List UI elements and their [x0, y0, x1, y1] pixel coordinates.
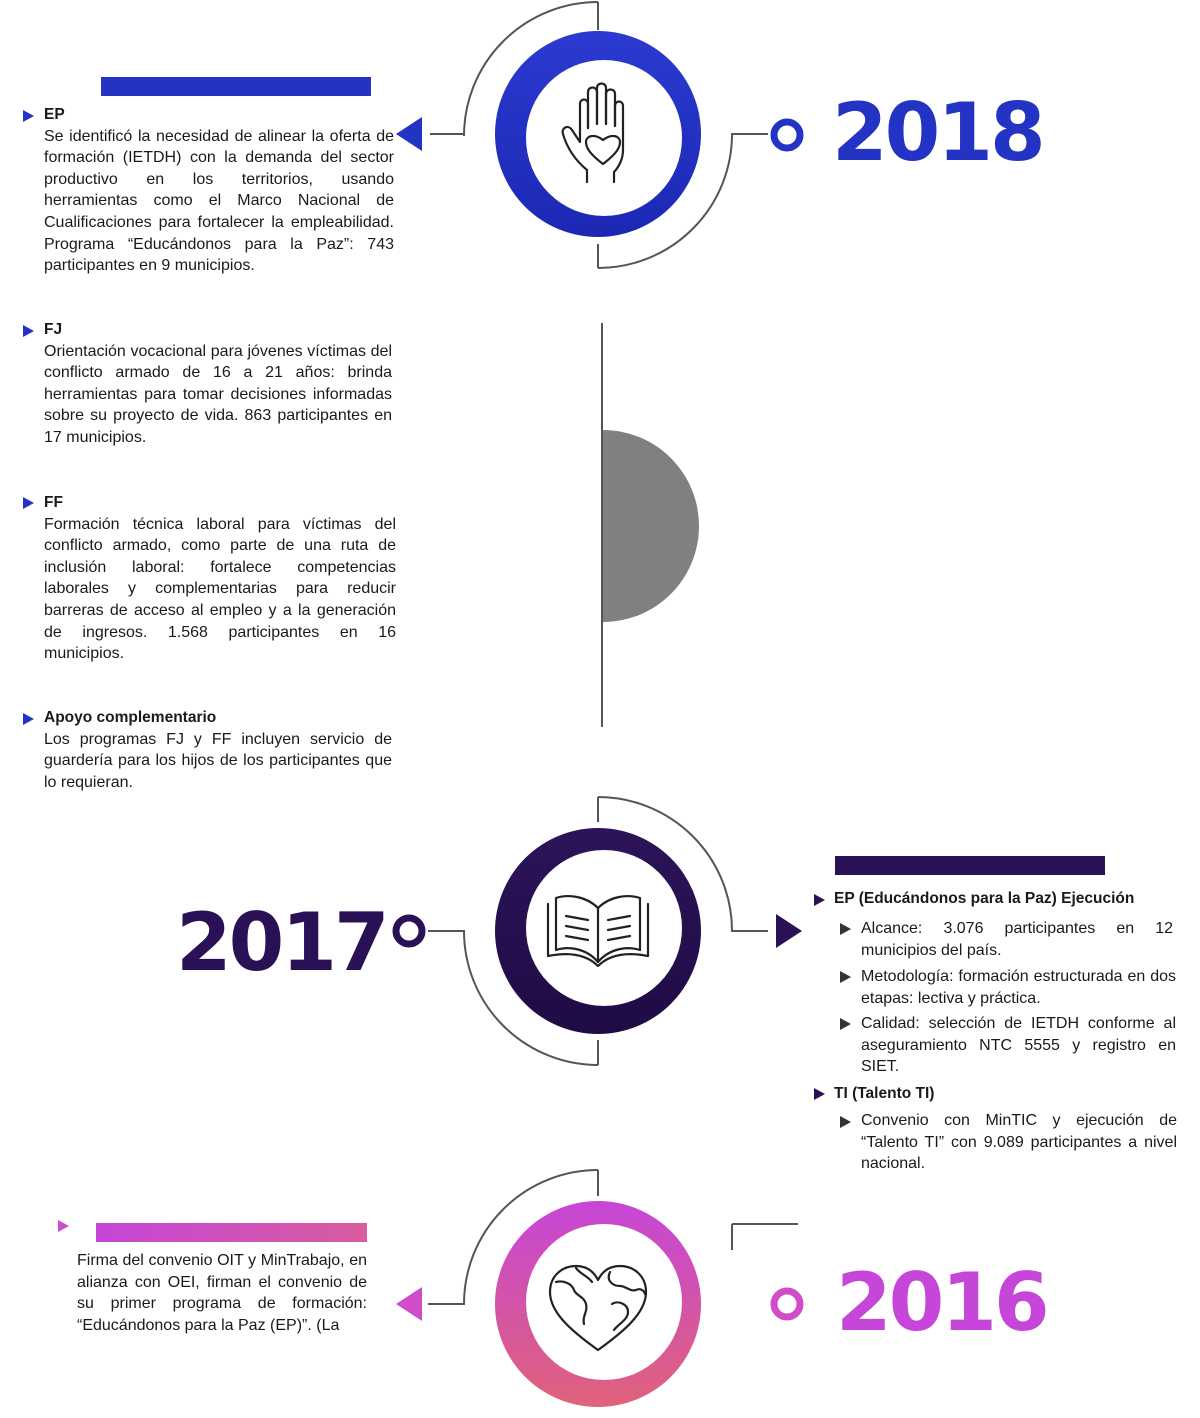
node-2016 [396, 1170, 800, 1407]
sub-item-calidad: Calidad: selección de IETDH conforme al aseguramiento NTC 5555 y registro en SIET. [861, 1015, 1176, 1076]
bullet-marker [814, 1088, 825, 1100]
item-heading: FF [44, 494, 63, 511]
bullet-marker [23, 110, 34, 122]
bullet-marker [23, 713, 34, 725]
item-ep-2018 [44, 104, 394, 277]
text-2016: Firma del convenio OIT y MinTrabajo, en alianza con OEI, firman el convenio de su primer programa de formación: “Educándonos para la Paz (EP)”. (La [77, 1252, 367, 1334]
sub-item-alcance: Alcance: 3.076 participantes en 12 municipios del país. [861, 920, 1173, 959]
bar-2017 [835, 856, 1105, 875]
sub-item-talento: Convenio con MinTIC y ejecución de “Talento TI” con 9.089 participantes a nivel nacional. [861, 1112, 1177, 1173]
year-2016: 2016 [836, 1256, 1047, 1349]
sub-bullet-marker [840, 923, 851, 935]
item-text: Los programas FJ y FF incluyen servicio de guardería para los hijos de los participantes que lo requieran. [44, 730, 392, 791]
half-circle [603, 430, 699, 622]
item-heading: FJ [44, 321, 63, 338]
year-2018: 2018 [832, 86, 1043, 179]
bullet-marker [58, 1220, 69, 1232]
bar-2018 [101, 77, 371, 96]
sub-bullet-marker [840, 1116, 851, 1128]
item-text: Orientación vocacional para jóvenes víctimas del conflicto armado de 16 a 21 años: brinda herramientas para tomar decisiones informadas sobre su proyecto de vida. 863 participantes en 17 municipios. [44, 342, 392, 446]
item-heading: Apoyo complementario [44, 709, 217, 726]
sub-item-metodologia: Metodología: formación estructurada en dos etapas: lectiva y práctica. [861, 968, 1176, 1007]
item-text: Se identificó la necesidad de alinear la oferta de formación (IETDH) con la demanda del sector productivo en los territorios, usando herramientas como el Marco Nacional de Cualificaciones para fortalecer la empleabilidad. Programa “Educándonos para la Paz”: 743 participantes en 9 municipios. [44, 127, 394, 275]
group-heading-ti: TI (Talento TI) [834, 1085, 935, 1102]
sub-bullet-marker [840, 971, 851, 983]
item-fj-2018 [44, 319, 392, 449]
sub-bullet-marker [840, 1018, 851, 1030]
bullet-marker [23, 497, 34, 509]
item-ff-2018 [44, 492, 396, 665]
item-apoyo-2018 [44, 707, 392, 793]
item-heading: EP [44, 106, 65, 123]
group-heading-ep: EP (Educándonos para la Paz) Ejecución [834, 890, 1135, 907]
node-2018 [396, 2, 800, 268]
year-2017: 2017 [176, 896, 387, 989]
bar-2016 [96, 1223, 367, 1242]
item-text: Formación técnica laboral para víctimas del conflicto armado, como parte de una ruta de inclusión laboral: fortalece competencias laborales y complementarias para reducir barreras de acceso al empleo y a la generación de ingresos. 1.568 participantes en 16 municipios. [44, 515, 396, 663]
bullet-marker [23, 325, 34, 337]
bullet-marker [814, 894, 825, 906]
